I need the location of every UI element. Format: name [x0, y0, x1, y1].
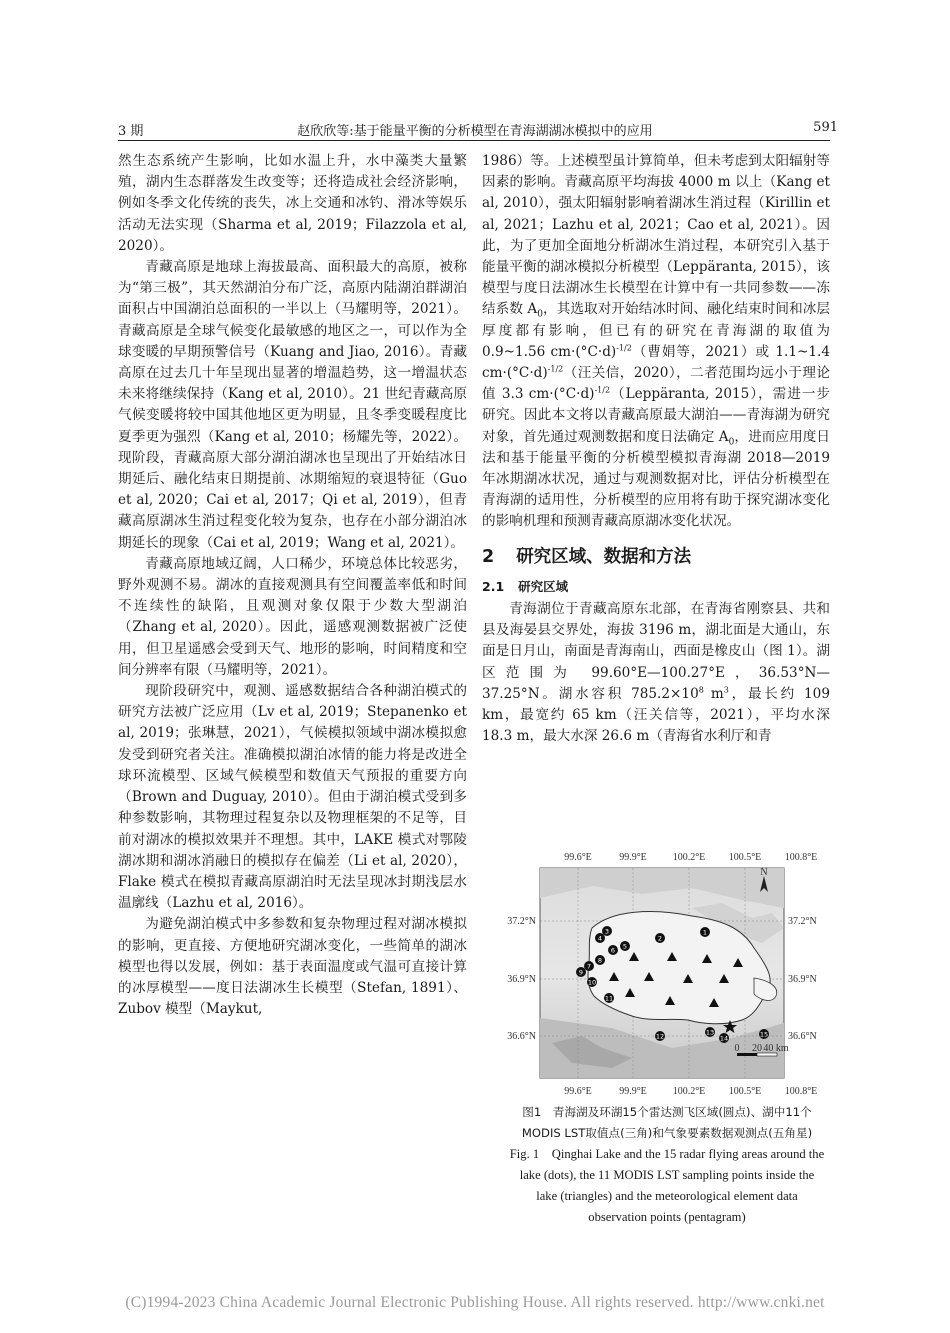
radar-dot-label: 9: [578, 968, 584, 977]
paragraph: 然生态系统产生影响，比如水温上升，水中藻类大量繁殖，湖内生态群落发生改变等；还将造成社会经济影响，例如冬季文化传统的丧失，冰上交通和冰钓、滑冰等娱乐活动无法实现（Sharma et al, 2019；Filazzola et al, 2020）。: [118, 153, 467, 254]
lat-tick-label: 37.2°N: [507, 916, 536, 927]
lon-tick-label: 100.2°E: [672, 852, 706, 863]
radar-dot-label: 3: [604, 927, 610, 936]
radar-dot-label: 8: [597, 956, 603, 965]
radar-dot-label: 12: [655, 1032, 665, 1041]
caption-en-line: Fig. 1 Qinghai Lake and the 15 radar flying areas around the: [509, 1147, 825, 1161]
running-title: 赵欣欣等:基于能量平衡的分析模型在青海湖湖冰模拟中的应用: [297, 124, 653, 139]
radar-dot-label: 10: [587, 978, 597, 987]
lon-tick-label: 100.8°E: [784, 1086, 818, 1097]
lat-tick-label: 36.9°N: [507, 974, 536, 985]
lon-tick-label: 100.2°E: [672, 1086, 706, 1097]
study-area-map: [492, 848, 830, 1098]
radar-dot-label: 1: [702, 928, 708, 937]
lon-tick-label: 100.8°E: [784, 852, 818, 863]
radar-dot-label: 15: [759, 1030, 769, 1039]
figure-caption: [482, 1102, 852, 1228]
caption-zh-line: 图1 青海湖及环湖15个雷达测飞区域(圆点)、湖中11个: [522, 1105, 812, 1119]
header-rule: [118, 140, 830, 141]
lat-tick-label: 37.2°N: [788, 916, 817, 927]
lat-tick-label: 36.6°N: [788, 1031, 817, 1042]
lon-tick-label: 99.9°E: [619, 1086, 647, 1097]
radar-dot-label: 14: [719, 1034, 729, 1043]
lon-tick-label: 99.6°E: [564, 852, 592, 863]
paragraph: 1986）等。上述模型虽计算简单，但未考虑到太阳辐射等因素的影响。青藏高原平均海拔 4000 m 以上（Kang et al, 2010），强太阳辐射影响着湖冰生消过程（Kirillin et al, 2021；Lazhu et al, 2021；Cao et al, 2021）。因此，为了更加全面地分析湖冰生消过程，本研究引入基于能量平衡的湖冰模拟分析模型（Leppäranta, 2015），该模型与度日法湖冰生长模型在计算中有一共同参数——冻结系数 $A_0$，其选取对开始结冰时间、融化结束时间和冰层厚度都有影响，但已有的研究在青海湖的取值为 0.9~1.56 $cm\cdot(^\circ C\cdot d)^{-1/2}$（曹娟等，2021）或 1.1~1.4 $cm\cdot(^\circ C\cdot d)^{-1/2}$（汪关信，2020），二者范围均远小于理论值 3.3 $cm\cdot(^\circ C\cdot d)^{-1/2}(Leppäranta$, 2015），需进一步研究。因此本文将以青藏高原最大湖泊——青海湖为研究对象，首先通过观测数据和度日法确定 $A_0$，进而应用度日法和基于能量平衡的分析模型模拟青海湖 2018—2019 年冰期湖冰状况，通过与观测数据对比，评估分析模型在青海湖的适用性，分析模型的应用将有助于探究湖冰变化的影响机理和预测青藏高原湖冰变化状况。: [482, 153, 831, 530]
radar-dot-label: 7: [586, 962, 592, 971]
caption-zh-line: MODIS LST取值点(三角)和气象要素数据观测点(五角星): [521, 1126, 813, 1140]
radar-dot-label: 11: [604, 994, 614, 1003]
issue-label: 3 期: [118, 124, 144, 139]
lat-tick-label: 36.9°N: [788, 974, 817, 985]
paragraph: 青海湖位于青藏高原东北部，在青海省刚察县、共和县及海晏县交界处，海拔 3196 m，湖北面是大通山，东面是日月山，南面是青海南山，西面是橡皮山（图 1）。湖区范围为 99.60°E—100.27°E，36.53°N—37.25°N。湖水容积 $785.2\times 10^8$ $m^3$，最长约 109 km，最宽约 65 km（汪关信等，2021），平均水深 18.3 m，最大水深 26.6 m（青海省水利厅和青: [482, 601, 830, 745]
right-column: [482, 151, 830, 747]
caption-en-line: lake (triangles) and the meteorological element data: [536, 1189, 798, 1203]
radar-dot-label: 6: [610, 946, 616, 955]
caption-en-line: lake (dots), the 11 MODIS LST sampling points inside the: [519, 1168, 815, 1182]
subsection-heading: 2.1 研究区域: [482, 578, 569, 594]
lon-tick-label: 99.9°E: [619, 852, 647, 863]
radar-dot-label: 2: [657, 934, 663, 943]
svg-text:20: 20: [752, 1043, 762, 1054]
copyright-footer: (C)1994-2023 China Academic Journal Electronic Publishing House. All rights reserved. http://www.cnki.net: [125, 1294, 825, 1311]
lon-tick-label: 100.5°E: [728, 1086, 762, 1097]
radar-dot-label: 5: [622, 942, 628, 951]
paragraph: 青藏高原地域辽阔，人口稀少，环境总体比较恶劣，野外观测不易。湖冰的直接观测具有空间覆盖率低和时间不连续性的缺陷，且观测对象仅限于少数大型湖泊（Zhang et al, 2020）。因此，遥感观测数据被广泛使用，但卫星遥感会受到天气、地形的影响，时间精度和空间分辨率有限（马耀明等，2021）。: [118, 555, 467, 678]
left-column: [118, 151, 467, 1020]
svg-text:0: 0: [734, 1043, 740, 1054]
svg-text:40 km: 40 km: [763, 1043, 789, 1054]
paragraph: 现阶段研究中，观测、遥感数据结合各种湖泊模式的研究方法被广泛应用（Lv et al, 2019；Stepanenko et al, 2019；张琳慧，2021），气候模拟领域中湖冰模拟愈发受到研究者关注。准确模拟湖泊冰情的能力将是改进全球环流模型、区域气候模型和数值天气预报的重要方向（Brown and Duguay, 2010）。但由于湖泊模式受到多种参数影响，其物理过程复杂以及物理框架的不足等，目前对湖冰的模拟效果并不理想。其中，LAKE 模式对鄂陵湖冰期和湖冰消融日的模拟存在偏差（Li et al, 2020），Flake 模式在模拟青藏高原湖泊时无法呈现冰封期浅层水温廓线（Lazhu et al, 2016）。: [118, 683, 467, 912]
lon-tick-label: 100.5°E: [728, 852, 762, 863]
section-heading: 2 研究区域、数据和方法: [482, 546, 692, 567]
paragraph: 青藏高原是地球上海拔最高、面积最大的高原，被称为“第三极”，其天然湖泊分布广泛，高原内陆湖泊群湖泊面积占中国湖泊总面积的一半以上（马耀明等，2021）。青藏高原是全球气候变化最敏感的地区之一，可以作为全球变暖的早期预警信号（Kuang and Jiao, 2016）。青藏高原在过去几十年呈现出显著的增温趋势，这一增温状态未来将继续保持（Kang et al, 2010）。21 世纪青藏高原气候变暖将较中国其他地区更为明显，且冬季变暖程度比夏季更为强烈（Kang et al, 2010；杨耀先等，2022）。现阶段，青藏高原大部分湖泊湖冰也呈现出了开始结冰日期延后、融化结束日期提前、冰期缩短的衰退特征（Guo et al, 2020；Cai et al, 2017；Qi et al, 2019），但青藏高原湖冰生消过程变化较为复杂，也存在小部分湖泊冰期延长的现象（Cai et al, 2019；Wang et al, 2021）。: [118, 259, 467, 551]
page-number: 591: [813, 120, 838, 135]
lat-tick-label: 36.6°N: [507, 1031, 536, 1042]
caption-en-line: observation points (pentagram): [588, 1210, 746, 1224]
north-label: N: [760, 867, 768, 878]
radar-dot-label: 4: [597, 934, 603, 943]
radar-dot-label: 13: [705, 1028, 715, 1037]
paragraph: 为避免湖泊模式中多参数和复杂物理过程对湖冰模拟的影响，更直接、方便地研究湖冰变化，一些简单的湖冰模型也得以发展，例如：基于表面温度或气温可直接计算的冰厚模型——度日法湖冰生长模型（Stefan, 1891）、Zubov 模型（Maykut,: [118, 916, 467, 1018]
lon-tick-label: 99.6°E: [564, 1086, 592, 1097]
